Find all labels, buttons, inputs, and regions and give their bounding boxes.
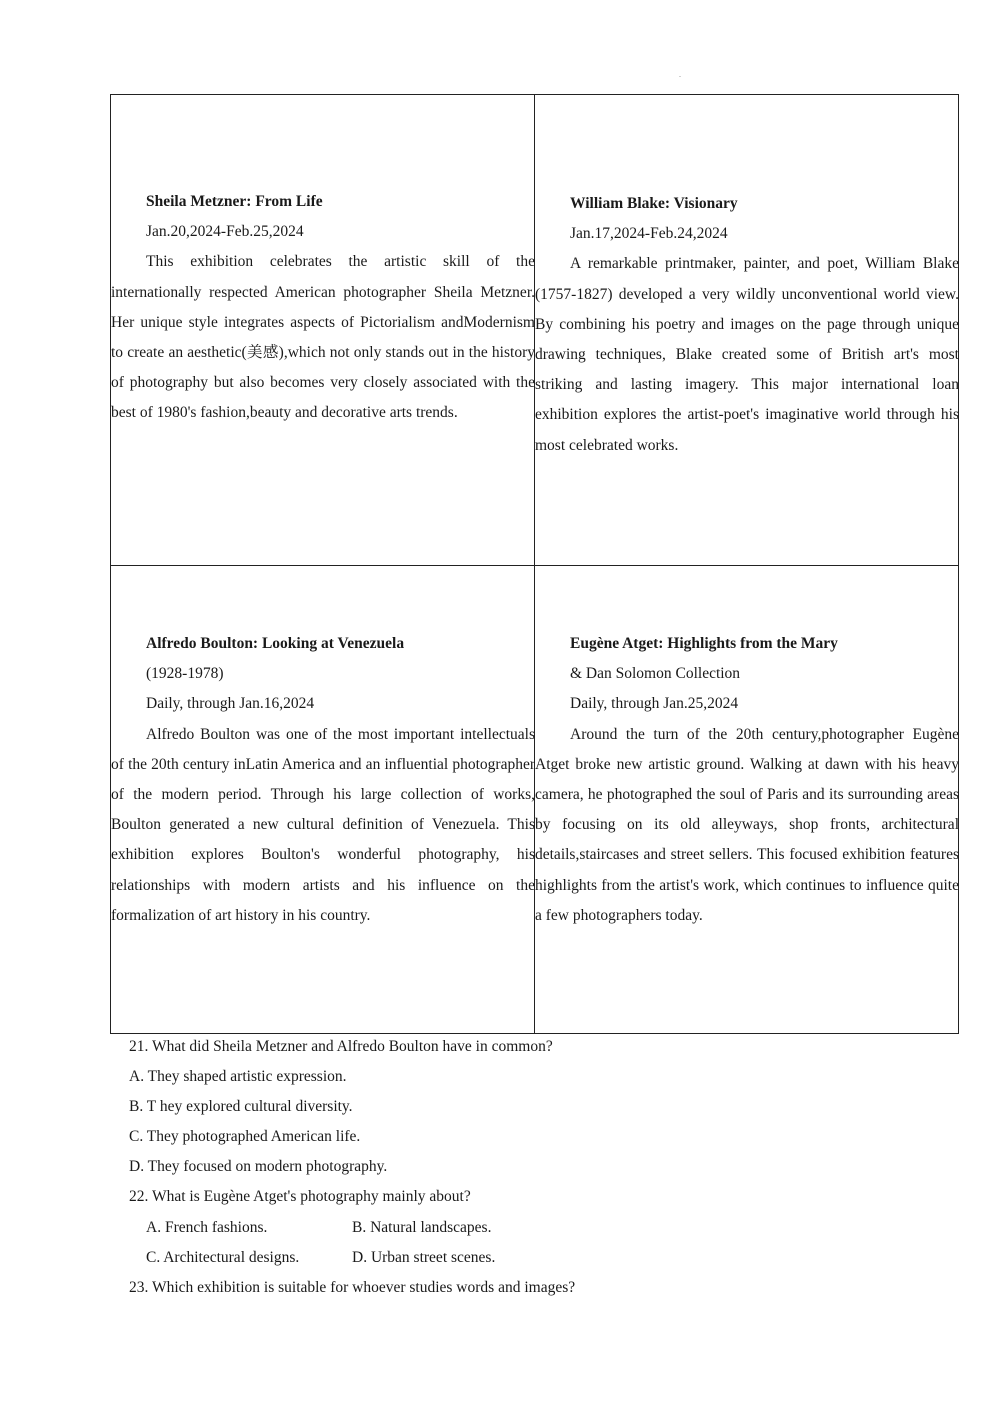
answer-option: D. They focused on modern photography. [129,1158,388,1176]
answer-option: D. Urban street scenes. [352,1248,496,1266]
exhibition-description: Around the turn of the 20th century,photographer Eugène Atget broke new artistic ground. Walking at dawn with his heavy camera, he photographed the soul of Paris and its surrounding areas by focusing on its old alleyways, shop fronts, architectural details,staircases and street sellers. This focused exhibition features highlights from the artist's work, which continues to influence quite a few photographers today. [535,725,959,924]
exhibition-title: Sheila Metzner: From Life [146,193,323,210]
question-list [129,1032,929,1303]
exhibition-description: This exhibition celebrates the artistic skill of the internationally respected American photographer Sheila Metzner. Her unique style integrates aspects of Pictorialism andModernism to create an aesthetic(美感),which not only stands out in the history of photography but also becomes very closely associated with the best of 1980's fashion,beauty and decorative arts trends. [111,253,535,422]
exhibition-subtitle: & Dan Solomon Collection [570,665,741,683]
exhibition-dates: Daily, through Jan.25,2024 [570,695,739,713]
answer-option-row [129,1243,929,1273]
exhibition-title: William Blake: Visionary [570,195,738,212]
answer-option-row [129,1213,929,1243]
answer-option: A. They shaped artistic expression. [129,1068,347,1086]
exhibition-cell-boulton [111,629,535,931]
exhibition-dates: Daily, through Jan.16,2024 [146,695,315,713]
exhibition-description: Alfredo Boulton was one of the most important intellectuals of the 20th century inLatin America and an influential photographer of the modern period. Through his large collection of works, Boulton generated a new cultural definition of Venezuela. This exhibition explores Boulton's wonderful photography, his relationships with modern artists and his influence on the formalization of art history in his country. [111,725,535,924]
exhibition-description: A remarkable printmaker, painter, and poet, William Blake (1757-1827) developed a very wildly unconventional world view. By combining his poetry and images on the page through unique drawing techniques, Blake created some of British art's most striking and lasting imagery. This major international loan exhibition explores the artist-poet's imaginative world through his most celebrated works. [535,255,959,454]
answer-option: C. They photographed American life. [129,1128,361,1146]
table-divider-horizontal [111,565,958,566]
question-stem: 21. What did Sheila Metzner and Alfredo Boulton have in common? [129,1038,553,1055]
exhibition-cell-blake [535,189,959,461]
answer-option: B. Natural landscapes. [352,1218,492,1236]
page-mark: . [679,70,681,79]
answer-option: C. Architectural designs. [146,1248,300,1266]
question-stem: 22. What is Eugène Atget's photography mainly about? [129,1188,471,1206]
exhibition-dates: Jan.20,2024-Feb.25,2024 [146,223,304,241]
exhibition-cell-metzner [111,187,535,429]
exhibition-table [110,94,959,1034]
exhibition-title: Alfredo Boulton: Looking at Venezuela [146,635,405,652]
exhibition-subtitle: (1928-1978) [146,665,224,683]
answer-option: B. T hey explored cultural diversity. [129,1098,353,1116]
exhibition-title: Eugène Atget: Highlights from the Mary [570,635,838,652]
exhibition-cell-atget [535,629,959,931]
exhibition-dates: Jan.17,2024-Feb.24,2024 [570,225,728,243]
question-stem: 23. Which exhibition is suitable for whoever studies words and images? [129,1278,576,1296]
answer-option: A. French fashions. [146,1218,268,1236]
